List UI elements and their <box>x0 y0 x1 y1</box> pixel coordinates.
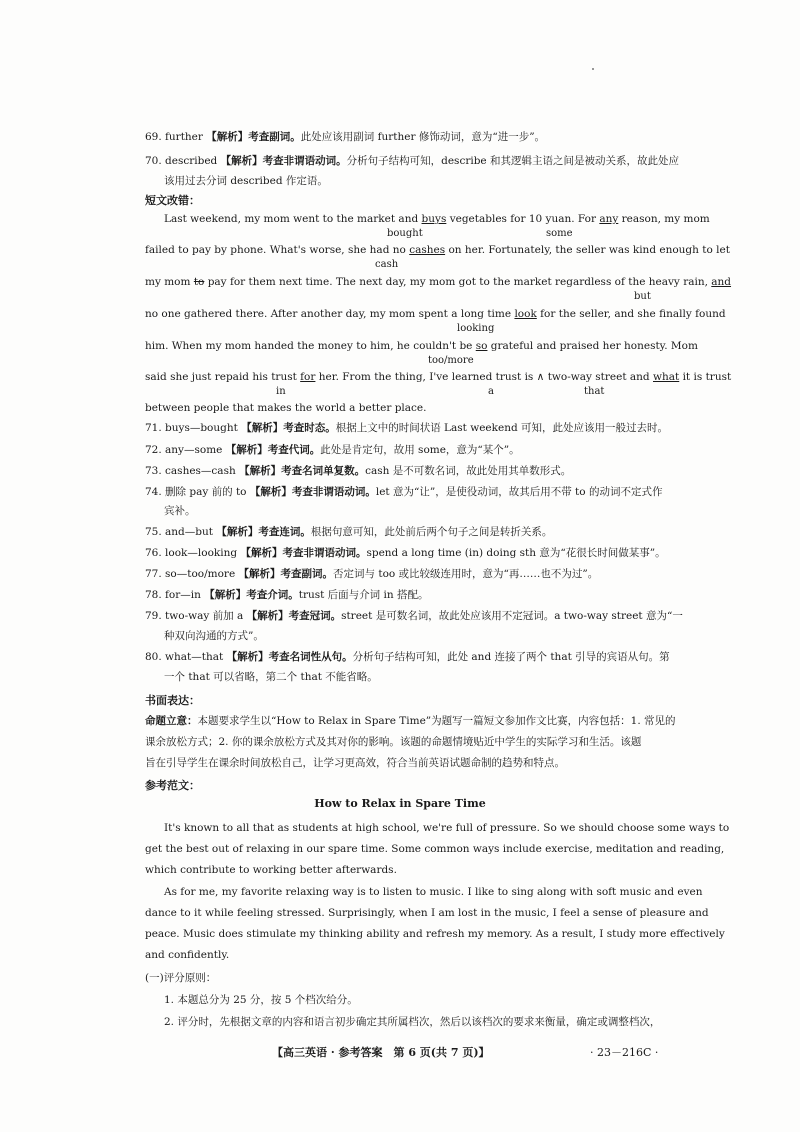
correction-word: looking <box>457 323 495 334</box>
essay-p2-line-3: peace. Music does stimulate my thinking ability and refresh my memory. As a result, I study more effectively <box>145 928 725 940</box>
passage-line-2: failed to pay by phone. What's worse, she had no cashes on her. Fortunately, the seller was kind enough to let <box>145 244 730 256</box>
passage-line-1: Last weekend, my mom went to the market and buys vegetables for 10 yuan. For any reason, my mom <box>164 213 710 225</box>
error-word: and <box>711 276 732 288</box>
correction-word: in <box>276 386 286 397</box>
section-heading-sample: 参考范文： <box>145 779 200 792</box>
section-heading-writing: 书面表达： <box>145 694 200 707</box>
correction-word: that <box>584 386 605 397</box>
answer-78: 78. for—in 【解析】考查介词。trust 后面与介词 in 搭配。 <box>145 589 429 601</box>
scan-speck <box>592 68 594 70</box>
essay-p1-line-2: get the best out of relaxing in our spare time. Some common ways include exercise, meditation and reading, <box>145 843 725 855</box>
error-word: what <box>653 371 680 383</box>
error-word: cashes <box>409 244 446 256</box>
grading-heading: (一)评分原则： <box>145 972 217 984</box>
answer-74: 74. 删除 pay 前的 to 【解析】考查非谓语动词。let 意为“让”，是使役动词，故其后用不带 to 的动词不定式作 <box>145 486 663 498</box>
correction-word: but <box>634 291 651 302</box>
correction-word: bought <box>387 228 423 239</box>
passage-line-3: my mom to pay for them next time. The next day, my mom got to the market regardless of the heavy rain, and <box>145 276 732 288</box>
answer-79-cont: 种双向沟通的方式”。 <box>164 630 264 642</box>
answer-77: 77. so—too/more 【解析】考查副词。否定词与 too 或比较级连用时，意为“再……也不为过”。 <box>145 568 599 580</box>
grading-rule-2: 2. 评分时，先根据文章的内容和语言初步确定其所属档次，然后以该档次的要求来衡量，确定或调整档次， <box>164 1016 661 1028</box>
intent-line-3: 旨在引导学生在课余时间放松自己，让学习更高效，符合当前英语试题命制的趋势和特点。 <box>145 757 565 769</box>
answer-75: 75. and—but 【解析】考查连词。根据句意可知，此处前后两个句子之间是转折关系。 <box>145 526 553 538</box>
insertion-caret-icon: ∧ <box>536 371 545 383</box>
error-word: any <box>599 213 619 225</box>
essay-title: How to Relax in Spare Time <box>314 797 486 810</box>
correction-word: a <box>488 386 494 397</box>
answer-74-cont: 宾补。 <box>164 505 196 517</box>
page-footer-title: 【高三英语 · 参考答案 第 6 页(共 7 页)】 <box>272 1046 490 1059</box>
error-word: look <box>514 308 537 320</box>
intent-line-2: 课余放松方式；2. 你的课余放松方式及其对你的影响。该题的命题情境贴近中学生的实际学习和生活。该题 <box>145 736 642 748</box>
correction-word: cash <box>375 259 399 270</box>
essay-p2-line-1: As for me, my favorite relaxing way is to listen to music. I like to sing along with soft music and even <box>164 886 703 898</box>
answer-69: 69. further 【解析】考查副词。此处应该用副词 further 修饰动词，意为“进一步”。 <box>145 131 546 143</box>
essay-p1-line-1: It's known to all that as students at high school, we're full of pressure. So we should choose some ways to <box>164 822 730 834</box>
essay-p2-line-2: dance to it while feeling stressed. Surprisingly, when I am lost in the music, I feel a sense of pleasure and <box>145 907 709 919</box>
passage-line-6: said she just repaid his trust for her. From the thing, I've learned trust is ∧ two-way street and what it is trust <box>145 371 732 383</box>
answer-70-cont: 该用过去分词 described 作定语。 <box>164 175 328 187</box>
answer-80: 80. what—that 【解析】考查名词性从句。分析句子结构可知，此处 and 连接了两个 that 引导的宾语从句。第 <box>145 651 670 663</box>
intent-line-1: 命题立意：本题要求学生以“How to Relax in Spare Time”为题写一篇短文参加作文比赛，内容包括：1. 常见的 <box>145 715 676 727</box>
essay-p1-line-3: which contribute to working better afterwards. <box>145 864 397 876</box>
answer-70: 70. described 【解析】考查非谓语动词。分析句子结构可知，describe 和其逻辑主语之间是被动关系，故此处应 <box>145 155 679 167</box>
correction-word: some <box>546 228 573 239</box>
answer-72: 72. any—some 【解析】考查代词。此处是肯定句，故用 some，意为“某个”。 <box>145 444 520 456</box>
page-footer-code: · 23－216C · <box>590 1046 659 1059</box>
answer-80-cont: 一个 that 可以省略，第二个 that 不能省略。 <box>164 671 378 683</box>
answer-79: 79. two-way 前加 a 【解析】考查冠词。street 是可数名词，故此处应该用不定冠词。a two-way street 意为“一 <box>145 610 683 622</box>
error-word: so <box>475 340 488 352</box>
error-word: buys <box>421 213 447 225</box>
essay-p2-line-4: and confidently. <box>145 949 230 961</box>
deleted-word: to <box>193 276 205 288</box>
answer-73: 73. cashes—cash 【解析】考查名词单复数。cash 是不可数名词，故此处用其单数形式。 <box>145 465 572 477</box>
passage-line-7: between people that makes the world a better place. <box>145 402 427 414</box>
answer-71: 71. buys—bought 【解析】考查时态。根据上文中的时间状语 Last weekend 可知，此处应该用一般过去时。 <box>145 422 669 434</box>
passage-line-5: him. When my mom handed the money to him, he couldn't be so grateful and praised her honesty. Mom <box>145 340 698 352</box>
correction-word: too/more <box>428 355 474 366</box>
passage-line-4: no one gathered there. After another day, my mom spent a long time look for the seller, and she finally found <box>145 308 726 320</box>
section-heading-correction: 短文改错： <box>145 194 200 207</box>
grading-rule-1: 1. 本题总分为 25 分，按 5 个档次给分。 <box>164 994 358 1006</box>
error-word: for <box>300 371 316 383</box>
answer-76: 76. look—looking 【解析】考查非谓语动词。spend a long time (in) doing sth 意为“花很长时间做某事”。 <box>145 547 666 559</box>
